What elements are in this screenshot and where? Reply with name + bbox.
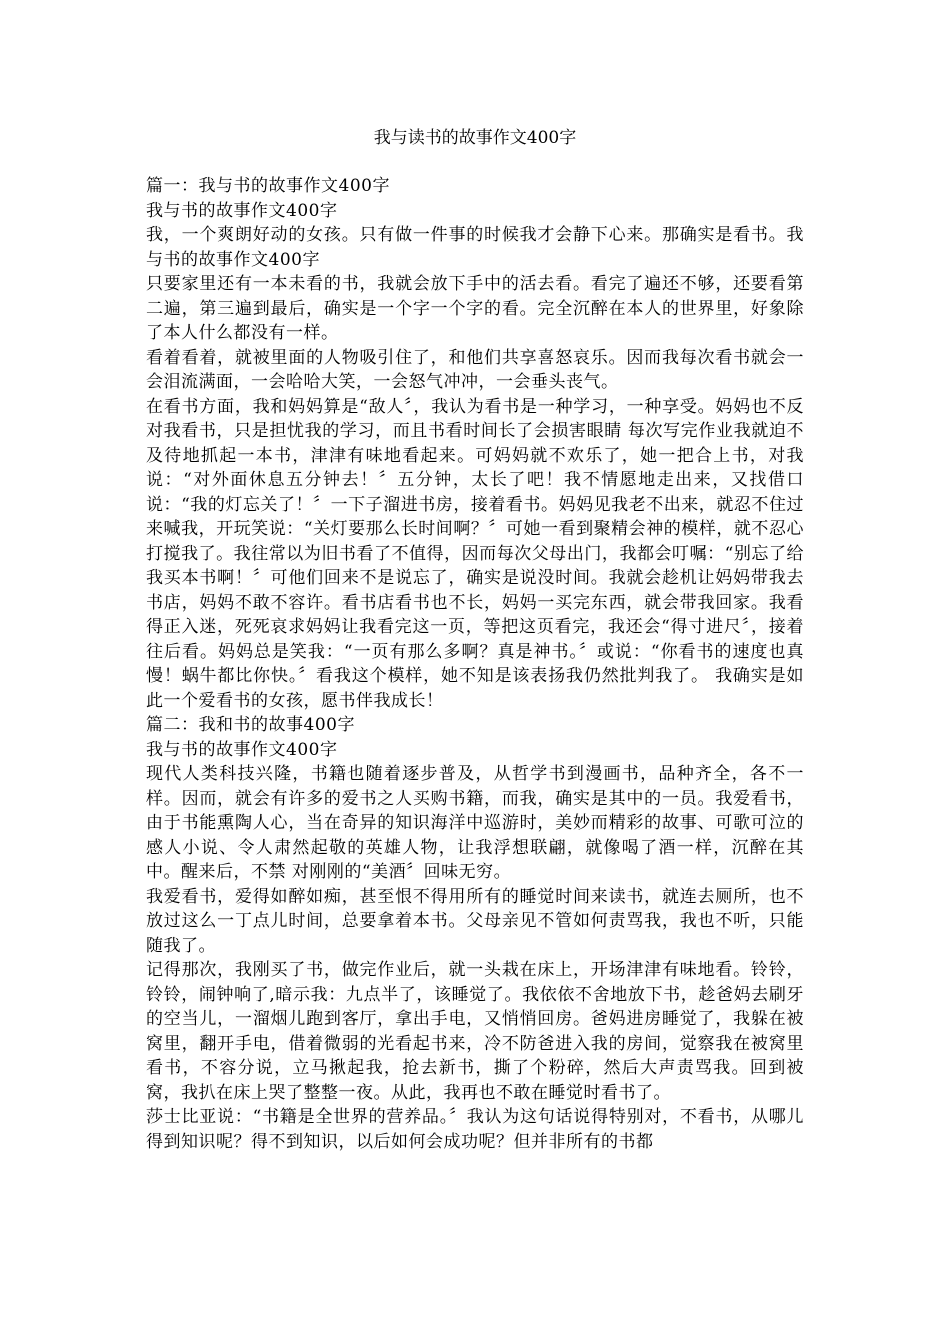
document-body xyxy=(146,174,804,1154)
section-two-subtitle: 我与书的故事作文400字 xyxy=(146,739,338,760)
section-two-heading: 篇二：我和书的故事400字 xyxy=(146,715,355,735)
paragraph: 只要家里还有一本未看的书，我就会放下手中的活去看。看完了遍还不够，还要看第二遍，第三遍到最后，确实是一个字一个字的看。完全沉醉在本人的世界里，好象除了本人什么都没有一样。 xyxy=(146,274,804,343)
section-one-subtitle: 我与书的故事作文400字 xyxy=(146,200,338,221)
document-title: 我与读书的故事作文400字 xyxy=(373,128,577,148)
paragraph: 看着看着，就被里面的人物吸引住了，和他们共享喜怒哀乐。因而我每次看书就会一会泪流满面，一会哈哈大笑，一会怒气冲冲，一会垂头丧气。 xyxy=(146,347,804,392)
paragraph: 在看书方面，我和妈妈算是“敌人〞，我认为看书是一种学习，一种享受。妈妈也不反对我看书，只是担忧我的学习，而且书看时间长了会损害眼睛 每次写完作业我就迫不及待地抓起一本书，津津有味地看起来。可妈妈就不欢乐了，她一把合上书，对我说：“对外面休息五分钟去！〞五分钟，太长了吧！我不情愿地走出来，又找借口说：“我的灯忘关了！〞一下子溜进书房，接着看书。妈妈见我老不出来，就忍不住过来喊我，开玩笑说：“关灯要那么长时间啊？〞可她一看到聚精会神的模样，就不忍心打搅我了。我往常以为旧书看了不值得，因而每次父母出门，我都会叮嘱：“别忘了给我买本书啊！〞可他们回来不是说忘了，确实是说没时间。我就会趁机让妈妈带我去书店，妈妈不敢不容许。看书店看书也不长，妈妈一买完东西，就会带我回家。我看得正入迷，死死哀求妈妈让我看完这一页，等把这页看完，我还会“得寸进尺〞，接着往后看。妈妈总是笑我：“一页有那么多啊？真是神书。〞或说：“你看书的速度也真慢！蜗牛都比你快。〞看我这个模样，她不知是该表扬我仍然批判我了。 我确实是如此一个爱看书的女孩，愿书伴我成长！ xyxy=(146,396,804,711)
paragraph: 我，一个爽朗好动的女孩。只有做一件事的时候我才会静下心来。那确实是看书。我与书的故事作文400字 xyxy=(146,225,804,270)
paragraph: 现代人类科技兴隆，书籍也随着逐步普及，从哲学书到漫画书，品种齐全，各不一样。因而，就会有许多的爱书之人买购书籍，而我，确实是其中的一员。我爱看书，由于书能熏陶人心，当在奇异的知识海洋中巡游时，美妙而精彩的故事、可歌可泣的感人小说、令人肃然起敬的英雄人物，让我浮想联翩，就像喝了酒一样，沉醉在其中。醒来后，不禁 对刚刚的“美酒〞回味无穷。 xyxy=(146,764,804,882)
paragraph: 我爱看书，爱得如醉如痴，甚至恨不得用所有的睡觉时间来读书，就连去厕所，也不放过这么一丁点儿时间，总要拿着本书。父母亲见不管如何责骂我，我也不听，只能随我了。 xyxy=(146,886,804,956)
section-one-heading: 篇一：我与书的故事作文400字 xyxy=(146,176,390,196)
paragraph: 莎士比亚说：“书籍是全世界的营养品。〞我认为这句话说得特别对，不看书，从哪儿得到知识呢？得不到知识，以后如何会成功呢？但并非所有的书都 xyxy=(146,1107,804,1152)
paragraph: 记得那次，我刚买了书，做完作业后，就一头栽在床上，开场津津有味地看。铃铃，铃铃，闹钟响了,暗示我：九点半了，该睡觉了。我依依不舍地放下书，趁爸妈去刷牙的空当儿，一溜烟儿跑到客厅，拿出手电，又悄悄回房。爸妈进房睡觉了，我躲在被窝里，翻开手电，借着微弱的光看起书来，冷不防爸进入我的房间，觉察我在被窝里看书，不容分说，立马揪起我，抢去新书，撕了个粉碎，然后大声责骂我。回到被窝，我扒在床上哭了整整一夜。从此，我再也不敢在睡觉时看书了。 xyxy=(146,960,804,1103)
